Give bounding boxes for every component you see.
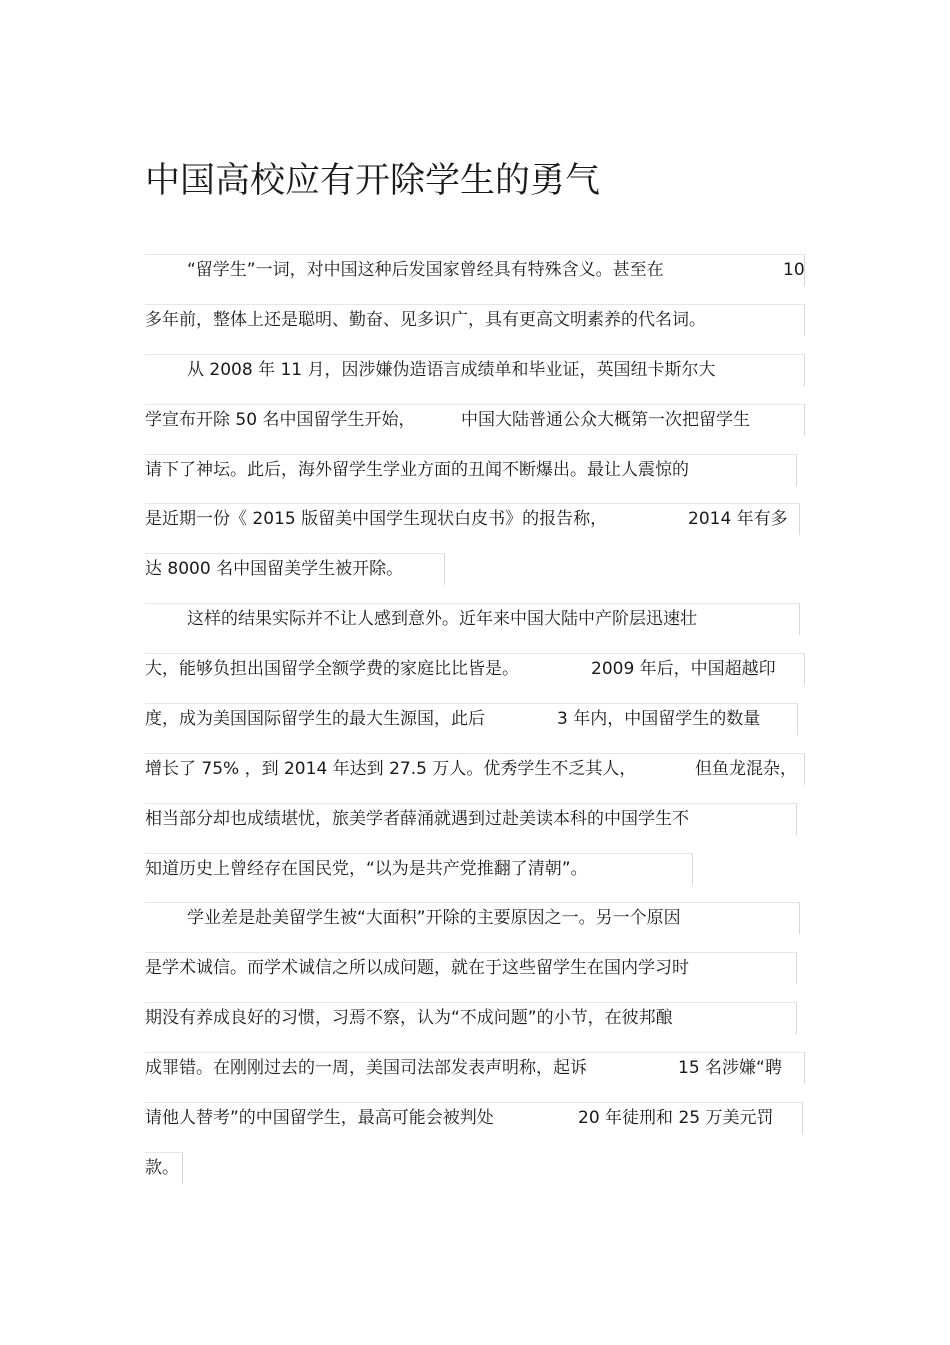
- text-segment: 多年前，整体上还是聪明、勤奋、见多识广，具有更高文明素养的代名词。: [145, 310, 706, 330]
- text-segment: 这样的结果实际并不让人感到意外。近年来中国大陆中产阶层迅速壮: [187, 609, 697, 629]
- text-line: [145, 1152, 185, 1184]
- text-segment: 15 名涉嫌“聘: [678, 1058, 782, 1078]
- text-segment: 10: [783, 260, 805, 280]
- text-segment: 期没有养成良好的习惯，习焉不察，认为“不成问题”的小节，在彼邦酿: [145, 1008, 673, 1028]
- text-segment: 20 年徒刑和 25 万美元罚: [578, 1108, 774, 1128]
- document-title: 中国高校应有开除学生的勇气: [145, 161, 601, 201]
- text-segment: 知道历史上曾经存在国民党，“以为是共产党推翻了清朝”。: [145, 859, 588, 879]
- text-line: [145, 254, 807, 286]
- text-line: [145, 1102, 805, 1134]
- text-segment: 大，能够负担出国留学全额学费的家庭比比皆是。: [145, 659, 519, 679]
- text-line: [145, 354, 807, 386]
- text-line: [145, 454, 799, 486]
- text-line: [145, 553, 447, 585]
- text-line: [145, 304, 807, 336]
- text-segment: “留学生”一词，对中国这种后发国家曾经具有特殊含义。甚至在: [187, 260, 664, 280]
- text-line: [145, 753, 807, 785]
- text-line: [145, 653, 807, 685]
- text-line: [145, 1002, 799, 1034]
- text-segment: 从 2008 年 11 月，因涉嫌伪造语言成绩单和毕业证，英国纽卡斯尔大: [187, 360, 716, 380]
- text-segment: 是近期一份《 2015 版留美中国学生现状白皮书》的报告称，: [145, 509, 608, 529]
- text-segment: 成罪错。在刚刚过去的一周，美国司法部发表声明称，起诉: [145, 1058, 587, 1078]
- text-segment: 是学术诚信。而学术诚信之所以成问题，就在于这些留学生在国内学习时: [145, 958, 689, 978]
- text-segment: 2009 年后，中国超越印: [591, 659, 776, 679]
- text-line: [145, 404, 807, 436]
- text-segment: 款。: [145, 1158, 179, 1178]
- text-segment: 2014 年有多: [688, 509, 788, 529]
- text-line: [145, 503, 802, 535]
- text-segment: 3 年内，中国留学生的数量: [557, 709, 761, 729]
- text-segment: 达 8000 名中国留美学生被开除。: [145, 559, 404, 579]
- text-line: [145, 902, 802, 934]
- text-line: [145, 603, 802, 635]
- text-segment: 但鱼龙混杂，: [695, 759, 797, 779]
- text-segment: 学宣布开除 50 名中国留学生开始，: [145, 410, 416, 430]
- text-line: [145, 703, 800, 735]
- text-line: [145, 952, 799, 984]
- text-segment: 学业差是赴美留学生被“大面积”开除的主要原因之一。另一个原因: [187, 908, 681, 928]
- text-segment: 请下了神坛。此后，海外留学生学业方面的丑闻不断爆出。最让人震惊的: [145, 460, 689, 480]
- text-segment: 中国大陆普通公众大概第一次把留学生: [461, 410, 750, 430]
- text-line: [145, 853, 695, 885]
- text-line: [145, 803, 799, 835]
- text-segment: 请他人替考”的中国留学生，最高可能会被判处: [145, 1108, 494, 1128]
- text-segment: 增长了 75% ，到 2014 年达到 27.5 万人。优秀学生不乏其人，: [145, 759, 637, 779]
- text-segment: 相当部分却也成绩堪忧，旅美学者薛涌就遇到过赴美读本科的中国学生不: [145, 809, 689, 829]
- text-segment: 度，成为美国国际留学生的最大生源国，此后: [145, 709, 485, 729]
- text-line: [145, 1052, 807, 1084]
